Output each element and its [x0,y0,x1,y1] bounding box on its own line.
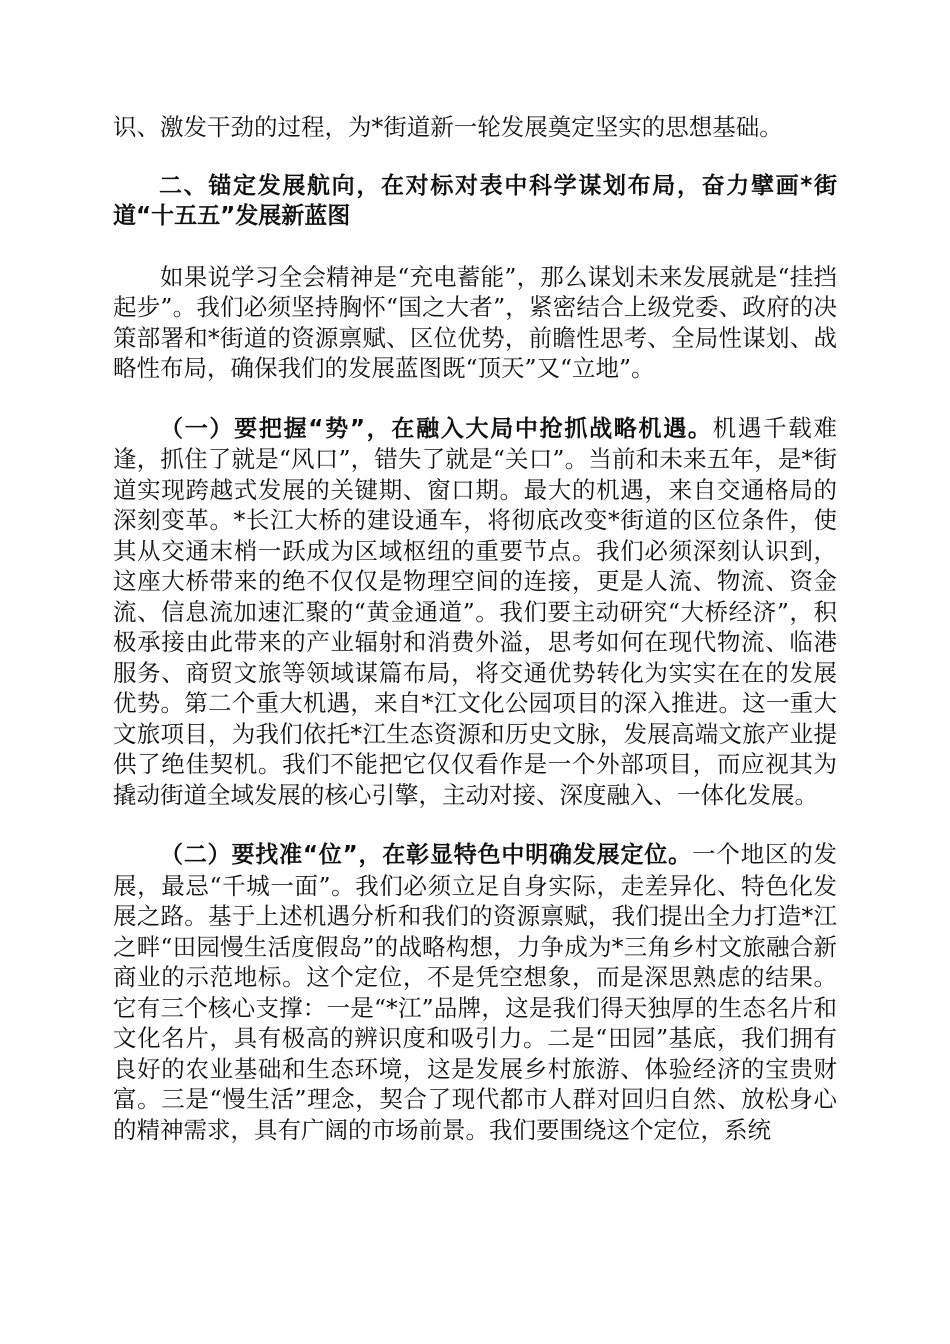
paragraph-lead-heading: （一）要把握“势”，在融入大局中抢抓战略机遇。 [160,415,713,442]
document-page [113,112,837,1145]
paragraph-lead-heading: （二）要找准“位”，在彰显特色中明确发展定位。 [160,842,692,868]
paragraph-intro: 如果说学习全会精神是“充电蓄能”，那么谋划未来发展就是“挂挡起步”。我们必须坚持胸怀“国之大者”，紧密结合上级党委、政府的决策部署和*街道的资源禀赋、区位优势，前瞻性思考、全局性谋划、战略性布局，确保我们的发展蓝图既“顶天”又“立地”。 [113,262,837,382]
paragraph-positioning [113,839,837,1145]
paragraph-body: 机遇千载难逢，抓住了就是“风口”，错失了就是“关口”。当前和未来五年，是*街道实现跨越式发展的关键期、窗口期。最大的机遇，来自交通格局的深刻变革。*长江大桥的建设通车，将彻底改变*街道的区位条件，使其从交通末梢一跃成为区域枢纽的重要节点。我们必须深刻认识到，这座大桥带来的绝不仅仅是物理空间的连接，更是人流、物流、资金流、信息流加速汇聚的“黄金通道”。我们要主动研究“大桥经济”，积极承接由此带来的产业辐射和消费外溢，思考如何在现代物流、临港服务、商贸文旅等领域谋篇布局，将交通优势转化为实实在在的发展优势。第二个重大机遇，来自*江文化公园项目的深入推进。这一重大文旅项目，为我们依托*江生态资源和历史文脉，发展高端文旅产业提供了绝佳契机。我们不能把它仅仅看作是一个外部项目，而应视其为撬动街道全域发展的核心引擎，主动对接、深度融入、一体化发展。 [113,413,838,809]
paragraph-continuation: 识、激发干劲的过程，为*街道新一轮发展奠定坚实的思想基础。 [113,113,783,141]
paragraph-opportunity [113,413,837,811]
section-heading: 二、锚定发展航向，在对标对表中科学谋划布局，奋力擘画*街道“十五五”发展新蓝图 [113,172,837,229]
paragraph-body: 一个地区的发展，最忌“千城一面”。我们必须立足自身实际，走差异化、特色化发展之路。基于上述机遇分析和我们的资源禀赋，我们提出全力打造*江之畔“田园慢生活度假岛”的战略构想，力争成为*三角乡村文旅融合新商业的示范地标。这个定位，不是凭空想象，而是深思熟虑的结果。它有三个核心支撑：一是“*江”品牌，这是我们得天独厚的生态名片和文化名片，具有极高的辨识度和吸引力。二是“田园”基底，我们拥有良好的农业基础和生态环境，这是发展乡村旅游、体验经济的宝贵财富。三是“慢生活”理念，契合了现代都市人群对回归自然、放松身心的精神需求，具有广阔的市场前景。我们要围绕这个定位，系统 [113,840,838,1144]
